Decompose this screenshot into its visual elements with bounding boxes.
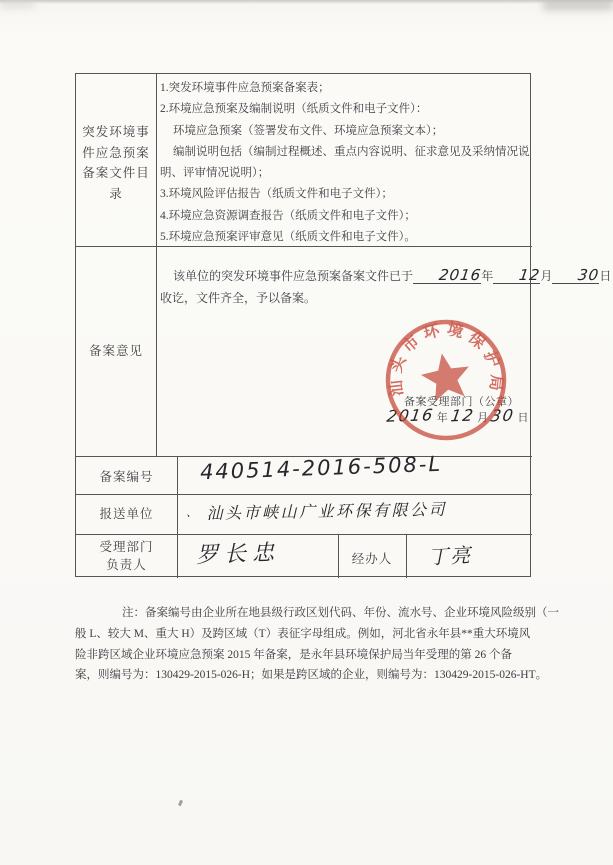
opinion-paragraph [160, 266, 612, 309]
director-signature: 罗长忠 [195, 540, 281, 569]
acceptance-label-line: 受理部门 [99, 540, 154, 554]
year-blank [413, 266, 483, 284]
handwritten-month: 12 [518, 266, 542, 284]
handler-signature: 丁亮 [427, 542, 473, 570]
directory-item: 明、评审情况说明）； [160, 167, 270, 180]
stamp-day-unit: 日 [517, 412, 529, 424]
acceptance-label-line: 负责人 [106, 558, 147, 572]
pen-mark: 、 [185, 506, 200, 520]
day-blank [552, 266, 601, 284]
directory-label-line: 突发环境事 [82, 125, 150, 139]
directory-item: 1.突发环境事件应急预案备案表； [160, 82, 330, 94]
footnote-line: 险非跨区域企业环境应急预案 2015 年备案，是永年县环境保护局当年受理的第 26 个备 [75, 648, 512, 661]
scan-speck-artifact [178, 800, 183, 807]
submitter-label-text: 报送单位 [99, 507, 154, 521]
table-column-divider [177, 456, 178, 578]
day-unit: 日 [599, 269, 612, 283]
acceptance-dept-label [76, 538, 177, 574]
directory-row-label [76, 122, 156, 204]
footnote-line: 案，则编号为：130429-2015-026-H；如果是跨区域的企业，则编号为：130429-2015-026-HT。 [75, 669, 548, 682]
directory-label-line: 备案文件目 [82, 166, 150, 180]
handwritten-stamp-day: 30 [489, 405, 516, 426]
scan-edge-artifact [0, 0, 613, 4]
stamp-caption: 备案受理部门（公章） [404, 396, 519, 408]
directory-item: 2.环境应急预案及编制说明（纸质文件和电子文件）： [160, 103, 428, 116]
table-column-divider [406, 534, 407, 578]
directory-item: 编制说明包括（编制过程概述、重点内容说明、征求意见及采纳情况说 [173, 145, 530, 158]
seal-star-icon [418, 349, 474, 403]
directory-label-line: 件应急预案 [82, 145, 150, 160]
handwritten-day: 30 [577, 266, 601, 284]
year-unit: 年 [481, 269, 494, 283]
directory-item: 3.环境风险评估报告（纸质文件和电子文件）； [160, 188, 393, 201]
stamp-month-unit: 月 [477, 412, 489, 424]
table-row-divider [76, 534, 532, 535]
month-unit: 月 [540, 269, 553, 283]
opinion-label-text: 备案意见 [88, 344, 143, 358]
seal-org-text: 汕头市环境保护局 [387, 321, 505, 398]
scan-corner-artifact [0, 0, 34, 8]
directory-item: 环境应急预案（签署发布文件、环境应急预案文本）； [173, 124, 444, 137]
opinion-row-label [76, 341, 156, 362]
submitter-label [76, 504, 177, 525]
opinion-line-2: 收讫，文件齐全，予以备案。 [160, 291, 317, 305]
opinion-line-1 [160, 266, 612, 287]
handler-label-text: 经办人 [351, 552, 393, 566]
month-blank [493, 266, 542, 284]
record-no-label [76, 467, 177, 488]
handwritten-record-number: 440514-2016-508-L [199, 451, 443, 485]
handwritten-submitter-name [186, 497, 447, 525]
directory-content [160, 78, 530, 248]
opinion-prefix-text: 该单位的突发环境事件应急预案备案文件已于 [173, 269, 414, 283]
table-row-divider [76, 494, 532, 495]
footnote-line: 注：备案编号由企业所在地县级行政区划代码、年份、流水号、企业环境风险级别（一 [122, 607, 559, 619]
stamp-year-unit: 年 [436, 412, 448, 424]
scan-corner-artifact [543, 0, 613, 10]
footnote [75, 603, 559, 686]
table-column-divider [156, 74, 157, 456]
official-seal-stamp [381, 316, 511, 446]
directory-label-line: 录 [109, 186, 123, 201]
handler-label [338, 549, 406, 570]
submitter-name-text: 汕头市峡山广业环保有限公司 [206, 499, 448, 523]
directory-item: 5.环境应急预案评审意见（纸质文件和电子文件）。 [160, 231, 416, 244]
handwritten-stamp-year: 2016 [385, 405, 436, 426]
directory-item: 4.环境应急资源调查报告（纸质文件和电子文件）； [160, 209, 416, 222]
handwritten-stamp-month: 12 [449, 405, 476, 426]
handwritten-year: 2016 [437, 266, 483, 284]
footnote-line: 般 L、较大 M、重大 H）及跨区域（T）表征字母组成。例如，河北省永年县**重大环境风 [75, 627, 531, 640]
record-no-label-text: 备案编号 [99, 470, 154, 484]
